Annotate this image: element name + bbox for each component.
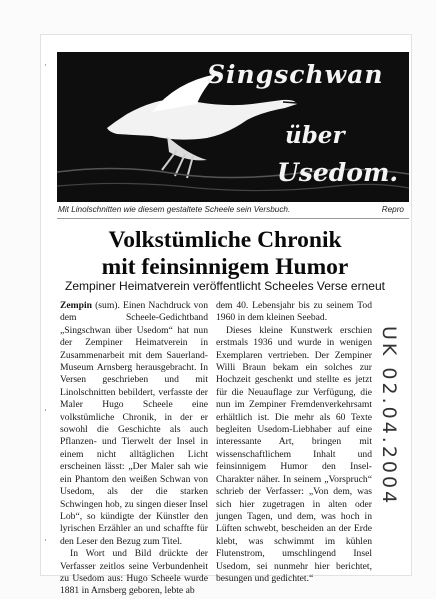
headline-line1: Volkstümliche Chronik: [108, 227, 342, 253]
margin-mark: ·: [44, 60, 47, 70]
handwritten-date-note: UK 02.04.2004: [378, 326, 400, 507]
linocut-illustration: [57, 52, 409, 202]
article-column-1: [60, 300, 208, 598]
paragraph-text: Einen Nachdruck von dem Scheele-Gedichtband „Singschwan über Usedom“ hat nun der Zempiner Heimatverein in Zusammenarbeit mit dem Sauerland-Museum Arnsberg herausgebracht. In Versen geschrieben und mit Linolschnitten bebildert, verfasste der Maler Hugo Scheele eine volkstümliche Chronik, in der er sowohl die Geschichte als auch Pflanzen- und Tierwelt der Insel in einem nicht alltäglichen Licht erscheinen lässt: „Der Maler sah wie ein Phantom den weißen Schwan von Usedom, als der die starken Schwingen hob, zu singen dieser Insel Lob“, so kündigte der Künstler den lyrischen Erzähler an und schaffte für den Leser den Bezug zum Titel.: [60, 300, 208, 547]
margin-mark: ·: [44, 535, 47, 545]
margin-mark: ·: [44, 405, 47, 415]
caption-text: Mit Linolschnitten wie diesem gestaltete Scheele sein Versbuch.: [58, 205, 291, 214]
linocut-title-line3: Usedom.: [277, 158, 399, 187]
linocut-title-line1: Singschwan: [207, 60, 384, 89]
dateline: Zempin: [60, 300, 92, 311]
headline: [40, 227, 410, 281]
image-caption: [58, 205, 408, 214]
subheadline: Zempiner Heimatverein veröffentlicht Scheeles Verse erneut: [65, 279, 385, 293]
headline-line2: mit feinsinnigem Humor: [101, 254, 349, 280]
byline: (sum).: [95, 300, 120, 311]
article-paragraph: Dieses kleine Kunstwerk erschien erstmals 1936 und wurde in wenigen Exemplaren vertrieben. Der Zempiner Willi Braun bekam ein solches zur Hochzeit geschenkt und stellte es jetzt für die Neuauflage zur Verfügung, die nun im Zempiner Fremdenverkehrsamt erhältlich ist. Die mehr als 60 Texte begleiten Usedom-Liebhaber auf eine interessante Art, bringen mit wissenschaftlichem Inhalt und feinsinnigem Humor den Insel-Charakter näher. In seinem „Vorspruch“ schrieb der Verfasser: „Von dem, was sich hier zugetragen in alten oder jungen Tagen, und dem, was hoch in Lüften schwebt, bescheiden an der Erde klebt, was schwimmt im kühlen Flutenstrom, umschlingend Insel Usedom, sei nunmehr hier berichtet, besungen und gedichtet.“: [216, 324, 372, 584]
article-paragraph: In Wort und Bild drückte der Verfasser zeitlos seine Verbundenheit zu Usedom aus: Hugo Scheele wurde 1881 in Arnsberg geboren, lebte ab: [60, 548, 208, 597]
caption-divider: [57, 218, 409, 219]
linocut-title-line2: über: [285, 122, 345, 149]
article-column-2: [216, 300, 372, 585]
article-paragraph: dem 40. Lebensjahr bis zu seinem Tod 1960 in dem kleinen Seebad.: [216, 300, 372, 324]
article-paragraph: [60, 300, 208, 548]
photo-credit: Repro: [381, 205, 404, 214]
